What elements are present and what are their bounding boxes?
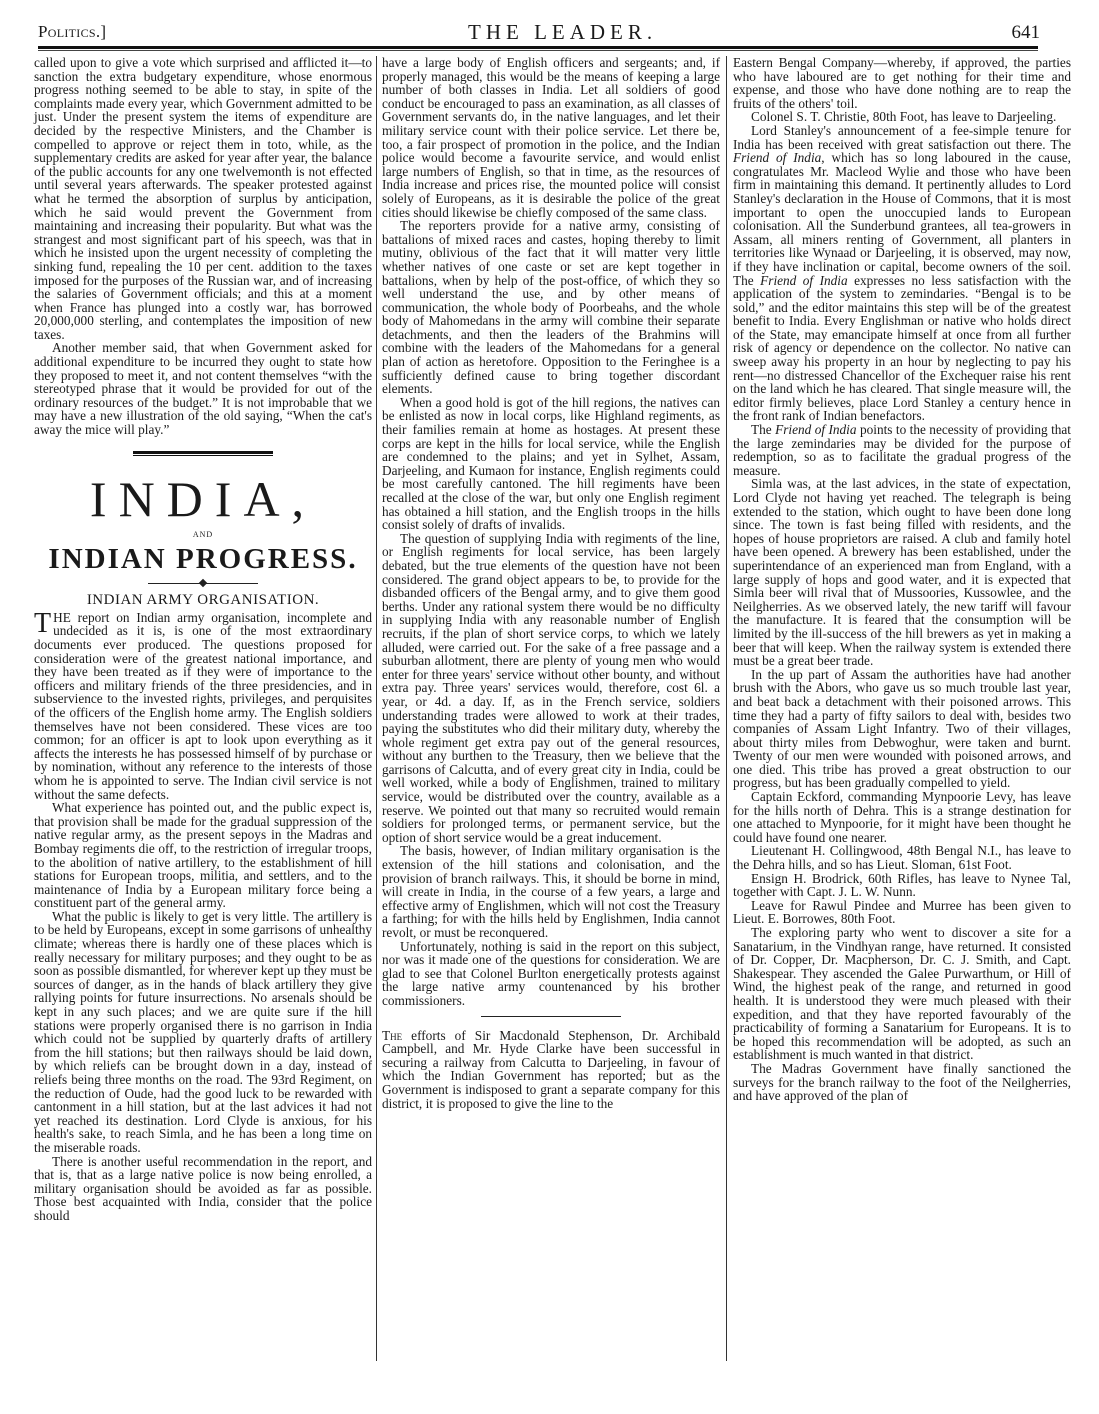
paragraph: have a large body of English officers and sergeants; and, if properly managed, this would be the means of keeping a large number of both classes in India. Let all soldiers of good conduct be encouraged to pass an examination, as all classes of Government servants do, in the native languages, and let their military service count with their police service. Let there be, too, a fair prospect of promotion in the police, and the Indian police would become a favourite service, and would enlist large numbers of English, so that in time, as the resources of India increase and prices rise, the mounted police will consist solely of Europeans, as it is desirable the police of the great cities should likewise be chiefly composed of the same class. <box>382 55 720 220</box>
paragraph: Eastern Bengal Company—whereby, if approved, the parties who have laboured are to get nothing for their time and expense, and those who have done nothing are to reap the fruits of the others' toil. <box>733 55 1071 111</box>
section-heading-india: INDIA, <box>89 470 317 527</box>
paragraph-text: , which has so long laboured in the cause, congratulates Mr. Macleod Wylie and those who have been firm in maintaining this demand. It pertinently alludes to Lord Stanley's declaration in the House of Commons, that it is most important to open the unoccupied lands to European colonisation. All the Sunderbund grantees, all tea-growers in Assam, all miners renting of Government, all planters in territories like Wynaad or Darjeeling, it is observed, may now, if they have inclination or capital, become owners of the soil. The <box>733 150 1072 288</box>
paragraph: The basis, however, of Indian military organisation is the extension of the hill stations and colonisation, and the provision of branch railways. This, it should be borne in mind, will create in India, in the course of a few years, a large and effective army of Englishmen, which will not cost the Treasury a farthing; for with the hills held by Englishmen, India cannot revolt, or must be reconquered. <box>382 843 720 940</box>
masthead <box>38 20 1068 42</box>
paragraph-text: expresses no less satisfaction with the application of the system to zemindaries. “Bengal is to be sold,” and the editor maintains this step will be of the greatest benefit to India. Every Englishman or native who holds direct of the State, may emancipate himself at once from all further risk of agency or dependence on the collector. No native can sweep away his property in an hour by neglecting to pay his rent—no distressed Chancellor of the Exchequer raise his rent on the land which he has cleared. That single measure will, the editor firmly believes, place Lord Stanley a century hence in the front rank of Indian benefactors. <box>733 272 1072 424</box>
paragraph: The Madras Government have finally sanctioned the surveys for the branch railway to the foot of the Neilgherries, and have approved of the plan of <box>733 1060 1071 1104</box>
paragraph-text: HE report on Indian army organisation, incomplete and undecided as it is, is one of the most extraordinary documents ever produced. The questions proposed for consideration were of the greatest national importance, and they have been treated as if they were of importance to the officers and military friends of the three presidencies, and in subservience to the invested rights, privileges, and perquisites of the officers of the English home army. The English soldiers themselves have not been considered. These vices are too common; for an officer is apt to look upon everything as it affects the interests he has possessed himself of by purchase or by nomination, without any reference to the interests of those whom he is appointed to serve. The Indian civil service is not without the same defects. <box>34 609 372 802</box>
paragraph <box>733 423 1071 477</box>
paragraph: Ensign H. Brodrick, 60th Rifles, has leave to Nynee Tal, together with Capt. J. L. W. Nunn. <box>733 870 1071 900</box>
paragraph-text: The <box>751 422 776 438</box>
newspaper-title: THE LEADER. <box>468 20 658 44</box>
column-divider <box>726 56 727 1361</box>
article-divider <box>481 1016 621 1017</box>
paragraph: What experience has pointed out, and the public expect is, that provision shall be made for the gradual suppression of the native regular army, as the present sepoys in the Madras and Bombay regiments die off, to the restriction of irregular troops, to the abolition of native artillery, to the establishment of hill stations for European troops, militia, and settlers, and to the maintenance of India by a European military force being a constituent part of the general army. <box>34 800 372 911</box>
paragraph <box>34 607 372 802</box>
column-3 <box>733 56 1071 1103</box>
paragraph: Unfortunately, nothing is said in the report on this subject, nor was it made one of the questions for consideration. We are glad to see that Colonel Burlton energetically protests against the large native army countenanced by his brother commissioners. <box>382 938 720 1008</box>
publication-title: Friend of India <box>733 150 822 166</box>
section-divider <box>133 451 273 456</box>
paragraph: called upon to give a vote which surprised and afflicted it—to sanction the extra budgetary expenditure, whose enormous progress nothing seemed to be able to stay, in spite of the complaints made every year, which Government admitted to be just. Under the present system the items of expenditure are decided by the respective Ministers, and the Chamber is compelled to approve or reject them in toto, while, as the supplementary credits are asked for year after year, the balance of the public accounts for any one twelvemonth is not effected until several years afterwards. The speaker protested against what he termed the absorption of surplus by anticipation, which he said would prevent the Government from maintaining and increasing their popularity. But what was the strangest and most significant part of his speech, was that in which he insisted upon the urgent necessity of completing the sinking fund, repealing the 10 per cent. addition to the taxes imposed for the purposes of the Russian war, and of increasing the salaries of Government officials; and this at a moment when France has plunged into a costly war, has borrowed 20,000,000 sterling, and contemplates the imposition of new taxes. <box>34 55 372 342</box>
paragraph: The reporters provide for a native army, consisting of battalions of mixed races and castes, hoping thereby to limit mutiny, oblivious of the fact that it will matter very little whether natives of one caste or set are kept together in battalions, when by help of the post-office, of which they so well understand the use, and by other means of communication, the whole body of Poorbeahs, and the whole body of Mahomedans in the army will combine their separate detachments, and then the leaders of the Brahmins will combine with the leaders of the Mahomedans for a general plan of action as heretofore. Opposition to the Feringhee is a sufficiently defined cause to bring together discordant elements. <box>382 218 720 397</box>
column-divider <box>376 56 377 1361</box>
paragraph: There is another useful recommendation in the report, and that is, that as a large native police is now being enrolled, a military organisation should be avoided as far as possible. Those best acquainted with India, consider that the police should <box>34 1153 372 1223</box>
paragraph-text: Lord Stanley's announcement of a fee-simple tenure for India has been received with great satisfaction out there. The <box>733 122 1071 152</box>
paragraph: What the public is likely to get is very little. The artillery is to be held by Europeans, except in some garrisons of unhealthy climate; whereas there is hardly one of these places which is really necessary for military purposes; and they ought to be as soon as possible dismantled, for wherever kept up they must be sources of danger, as in the hands of black artillery they give rallying points for future insurrections. No arsenals should be kept in any such places; and we are quite sure if the hill stations were properly organised there is no garrison in India which could not be supplied by quarterly drafts of artillery from the hill stations; but then railways should be laid down, by which reliefs can be brought down in a day, instead of reliefs being three months on the road. The 93rd Regiment, on the reduction of Oude, had the good luck to be rewarded with cantonment in a hill station, but at the last advices it had not yet reached its destination. Lord Clyde is anxious, for his health's sake, to reach Simla, and he has been a long time on the miserable roads. <box>34 908 372 1155</box>
section-heading-and: AND <box>192 529 214 539</box>
paragraph: The question of supplying India with regiments of the line, or English regiments for local service, has been largely debated, but the true elements of the question have not been considered. The grand object appears to be, to provide for the disbanded officers of the Bengal army, and to give them good berths. Under any rational system there would be no difficulty in supplying India with any reasonable number of English recruits, if the plan of short service corps, to which we lately alluded, were carried out. For the sake of a free passage and a suburban allotment, there are plenty of young men who would enter for three years' service without other bounty, and without extra pay. Three years' services would, therefore, cost 6l. a year, or 4d. a day. If, as in the French service, soldiers understanding trades were allowed to work at their trades, paying the substitutes who did their military duty, whereby the whole regiment get extra pay out of the general resources, without any burthen to the Treasury, then we believe that the garrisons of Calcutta, and of every great city in India, could be well worked, while a body of Englishmen, trained to military service, would be distributed over the country, available as a reserve. We pointed out that many so recruited would remain soldiers for prolonged terms, or permanent service, but the option of short service would be a great inducement. <box>382 530 720 845</box>
paragraph: Colonel S. T. Christie, 80th Foot, has leave to Darjeeling. <box>751 109 1057 125</box>
paragraph-text: efforts of Sir Macdonald Stephenson, Dr. Archibald Campbell, and Mr. Hyde Clarke have been successful in securing a railway from Calcutta to Darjeeling, in favour of which the Indian Government has reported; but as the Government is indisposed to grant a separate company for this district, it is proposed to give the line to the <box>382 1027 720 1111</box>
paragraph <box>382 1029 720 1111</box>
article-heading: INDIAN ARMY ORGANISATION. <box>86 592 320 609</box>
lead-word: The <box>382 1027 403 1043</box>
paragraph: Leave for Rawul Pindee and Murree has been given to Lieut. E. Borrowes, 80th Foot. <box>733 897 1071 927</box>
paragraph: Captain Eckford, commanding Mynpoorie Levy, has leave for the hills north of Dehra. This is a strange destination for one attached to Mynpoorie, for it might have been thought he could have found one nearer. <box>733 789 1071 845</box>
publication-title: Friend of India <box>760 272 848 288</box>
paragraph: Simla was, at the last advices, in the state of expectation, Lord Clyde not having yet reached. The telegraph is being extended to the station, which ought to have been done long since. The town is fast being filled with residents, and the hopes of house proprietors are raised. A club and family hotel have been opened. A brewery has been established, under the superintendance of an experienced man from England, with a large supply of hops and good water, and it is expected that Simla beer will rival that of Mussoories, Kussowlee, and the Neilgherries. As we observed lately, the new tariff will favour the manufacture. It is feared that the consumption will be limited by the ill-success of the hill brewers as yet in making a beer that will keep. When the railway system is extended there must be a great beer trade. <box>733 476 1071 669</box>
drop-cap: T <box>34 607 52 639</box>
paragraph: When a good hold is got of the hill regions, the natives can be enlisted as now in local corps, like Highland regiments, as their families remain at home as hostages. At present these corps are kept in the hills for local service, while the English are condemned to the plains; and yet in Sylhet, Assam, Darjeeling, and Kumaon for instance, English regiments could be most carefully cantoned. The hill regiments have been recalled at the close of the war, but only one English regiment has obtained a hill station, and the English troops in the hills consist solely of drafts of invalids. <box>382 394 720 533</box>
ornament-rule <box>148 583 258 584</box>
section-label: Politics.] <box>38 22 107 41</box>
publication-title: Friend of India <box>775 422 857 438</box>
paragraph: Lieutenant H. Collingwood, 48th Bengal N.I., has leave to the Dehra hills, and so has Lieut. Sloman, 61st Foot. <box>733 843 1071 873</box>
section-heading-indian-progress: INDIAN PROGRESS. <box>48 543 358 576</box>
diamond-ornament-icon <box>199 579 207 587</box>
column-2 <box>382 56 720 1110</box>
paragraph: The exploring party who went to discover a site for a Sanatarium, in the Vindhyan range, have returned. It consisted of Dr. Copper, Dr. Macpherson, Dr. C. J. Smith, and Capt. Shakespear. They ascended the Galee Purwarthum, or Hill of Wind, the highest peak of the range, and returned in good health. It is understood they were much pleased with their expedition, and that they have reported favourably of the practicability of forming a Sanatarium for Europeans. It is to be hoped this recommendation will be adopted, as such an establishment is much wanted in that district. <box>733 925 1071 1063</box>
paragraph-text: points to the necessity of providing that the large zemindaries may be divided for the purpose of redemption, so as to facilitate the gradual progress of the measure. <box>733 422 1072 478</box>
paragraph <box>733 124 1071 423</box>
masthead-rule <box>38 46 1038 51</box>
paragraph: In the up part of Assam the authorities have had another brush with the Abors, who gave us so much trouble last year, and beat back a detachment with their poisoned arrows. This time they had a party of fifty sailors to deal with, besides two companies of Assam Light Infantry. Two of their villages, about thirty miles from Debwoghur, were taken and burnt. Twenty of our men were wounded with poisoned arrows, and one died. This tribe has proved a great obstruction to our progress, but has been gradually compelled to yield. <box>733 666 1071 791</box>
paragraph: Another member said, that when Government asked for additional expenditure to be incurred they ought to state how they proposed to meet it, and not content themselves “with the stereotyped phrase that it would be provided for out of the ordinary resources of the budget.” It is not improbable that we may have a new illustration of the old saying, “When the cat's away the mice will play.” <box>34 340 372 438</box>
page-number: 641 <box>1011 22 1040 43</box>
column-1 <box>34 56 372 1223</box>
